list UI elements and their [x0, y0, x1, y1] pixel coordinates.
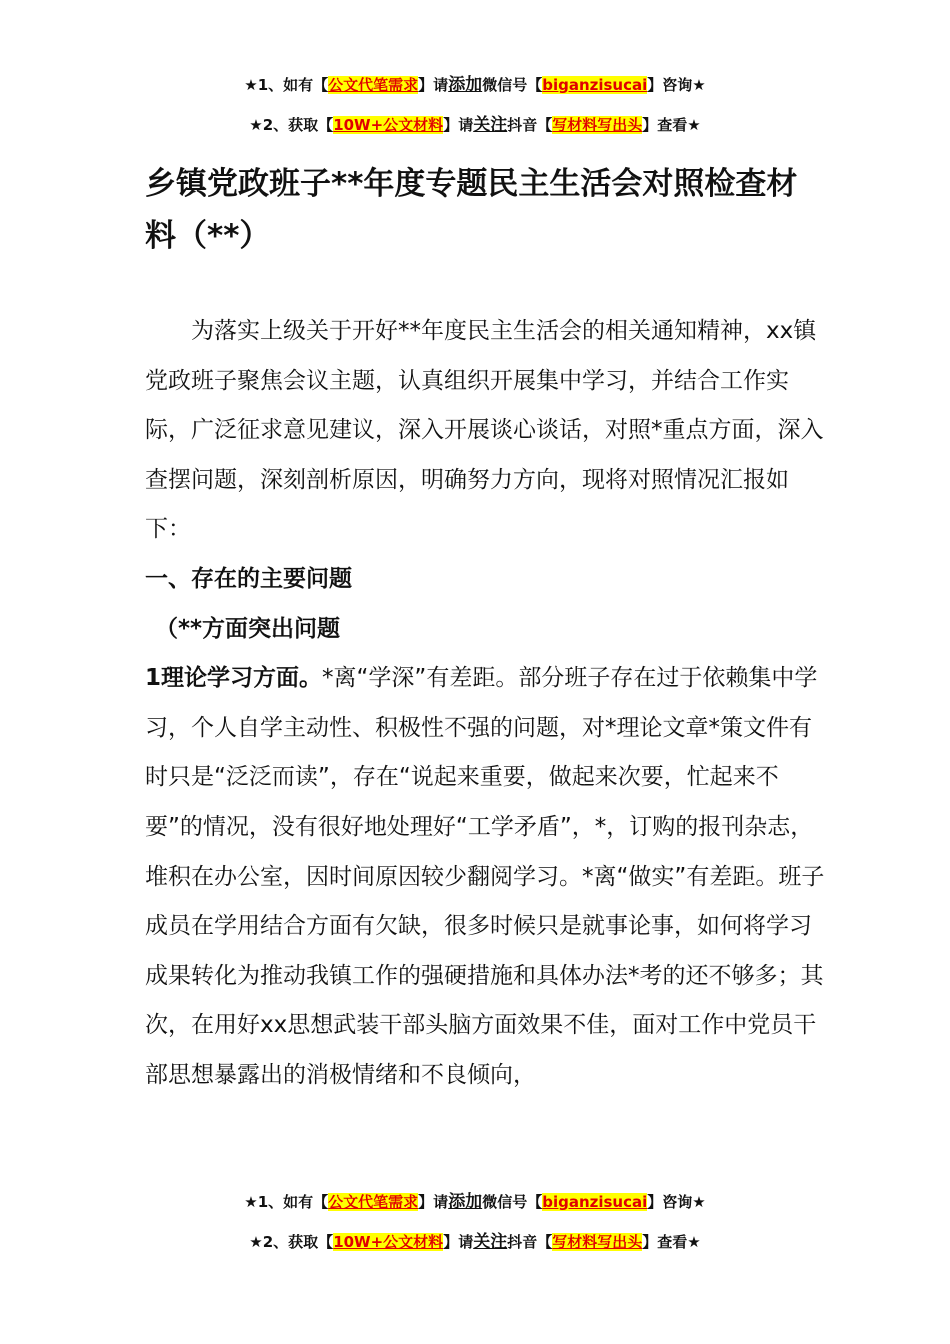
- banner-text: 抖音【: [507, 116, 553, 134]
- banner-highlight: 公文代笔需求: [328, 1193, 419, 1211]
- banner-text: 】查看★: [642, 1233, 701, 1251]
- banner-underline: 添加: [448, 75, 483, 95]
- intro-paragraph: 为落实上级关于开好**年度民主生活会的相关通知精神，xx镇党政班子聚焦会议主题，认真组织开展集中学习，并结合工作实际，广泛征求意见建议，深入开展谈心谈话，对照*重点方面，深入查摆问题，深刻剖析原因，明确努力方向，现将对照情况汇报如下：: [145, 318, 824, 543]
- subsection-heading: （**方面突出问题: [155, 615, 341, 642]
- banner-text: 】请: [443, 1233, 474, 1251]
- document-body: [145, 307, 825, 1101]
- banner-text: 】请: [418, 1193, 449, 1211]
- item-lead: 1理论学习方面。: [145, 665, 323, 692]
- header-banner-line-2: [0, 110, 950, 135]
- banner-text: ★2、获取【: [249, 116, 334, 134]
- banner-underline: 添加: [448, 1192, 483, 1212]
- footer-banner-line-2: [0, 1227, 950, 1252]
- banner-text: 】请: [443, 116, 474, 134]
- banner-text: ★1、如有【: [244, 76, 329, 94]
- banner-text: 】咨询★: [647, 76, 706, 94]
- item-paragraph: [145, 654, 825, 1100]
- item-text: *离“学深”有差距。部分班子存在过于依赖集中学习，个人自学主动性、积极性不强的问题，对*理论文章*策文件有时只是“泛泛而读”，存在“说起来重要，做起来次要，忙起来不要”的情况，没有很好地处理好“工学矛盾”，*，订购的报刊杂志，堆积在办公室，因时间原因较少翻阅学习。*离“做实”有差距。班子成员在学用结合方面有欠缺，很多时候只是就事论事，如何将学习成果转化为推动我镇工作的强硬措施和具体办法*考的还不够多；其次，在用好xx思想武装干部头脑方面效果不佳，面对工作中党员干部思想暴露出的消极情绪和不良倾向，: [145, 665, 825, 1088]
- banner-douyin-id: 写材料写出头: [552, 116, 643, 134]
- banner-wechat-id: biganzisucai: [542, 1193, 648, 1211]
- banner-highlight: 公文代笔需求: [328, 76, 419, 94]
- banner-text: 】请: [418, 76, 449, 94]
- banner-highlight: 10W+公文材料: [333, 116, 444, 134]
- banner-text: 】查看★: [642, 116, 701, 134]
- banner-text: 微信号【: [482, 1193, 543, 1211]
- section-heading: 一、存在的主要问题: [145, 565, 352, 592]
- banner-highlight: 10W+公文材料: [333, 1233, 444, 1251]
- banner-text: ★2、获取【: [249, 1233, 334, 1251]
- banner-text: 抖音【: [507, 1233, 553, 1251]
- banner-wechat-id: biganzisucai: [542, 76, 648, 94]
- footer-banner-line-1: [0, 1187, 950, 1212]
- header-banner-line-1: [0, 70, 950, 95]
- banner-underline: 关注: [473, 115, 508, 135]
- banner-text: ★1、如有【: [244, 1193, 329, 1211]
- banner-underline: 关注: [473, 1232, 508, 1252]
- banner-text: 】咨询★: [647, 1193, 706, 1211]
- banner-douyin-id: 写材料写出头: [552, 1233, 643, 1251]
- banner-text: 微信号【: [482, 76, 543, 94]
- document-title: 乡镇党政班子**年度专题民主生活会对照检查材料（**）: [145, 166, 798, 254]
